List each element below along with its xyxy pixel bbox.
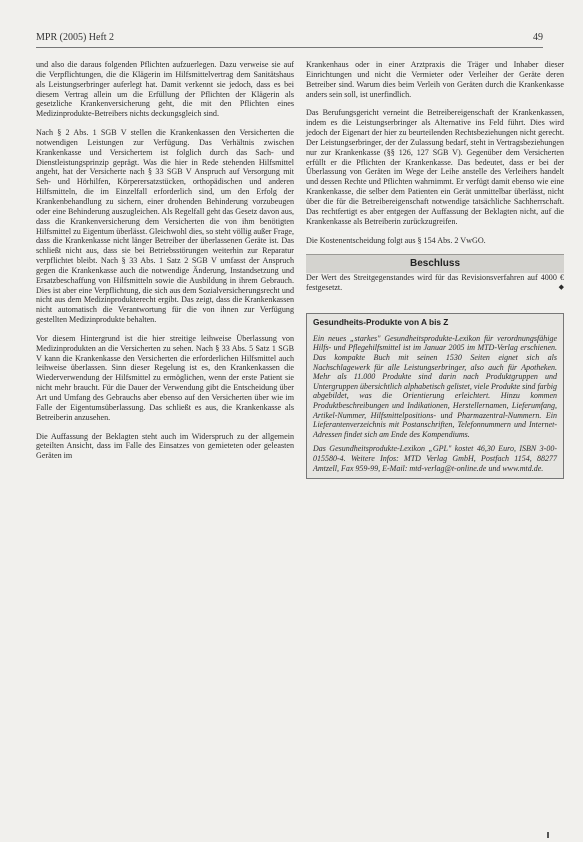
info-box-paragraph: Ein neues „starkes" Gesundheitsprodukte-Lexikon für verordnungsfähige Hilfs- und Pflegehilfsmittel ist im Januar 2005 im MTD-Verlag erschienen. Das kompakte Buch mit seinen 1530 Seiten eignet sich als Nachschlagewerk für alle Leistungserbringer, also auch für Apotheken. Mehr als 11.000 Produkte sind darin nach Produktgruppen und Untergruppen übersichtlich alphabetisch gelistet, viele Produkte sind farbig abgebildet, was die Orientierung erleichtert. Hinzu kommen Produktbeschreibungen und Indikationen, Herstellernamen, Lieferumfang, Artikel-Nummer, Hilfsmittelpositions- und Pharmazentral-Nummern. Ein Lieferantenverzeichnis mit Postanschriften, Telefonnummern und Internet-Adressen findet sich am Ende des Kompendiums. [313, 333, 557, 439]
info-box-paragraph: Das Gesundheitsprodukte-Lexikon „GPL" kostet 46,30 Euro, ISBN 3-00-015580-4. Weitere Infos: MTD Verlag GmbH, Postfach 1154, 88277 Amtzell, Fax 959-99, E-Mail: mtd-verlag@t-online.de und www.mtd.de. [313, 444, 557, 473]
paragraph: Das Berufungsgericht verneint die Betreibereigenschaft der Krankenkassen, indem es die Leistungserbringer als Alternative ins Feld führt. Dies wird jedoch der Eigenart der hier zu beurteilenden Rechtsbeziehungen nicht gerecht. Der Leistungserbringer, der der Zulassung bedarf, steht in Vertragsbeziehungen nur zur Krankenkasse (§§ 126, 127 SGB V). Gegenüber dem Versicherten erfüllt er die Pflichten der Krankenkasse. Das bedeutet, dass er bei der Überlassung von Geräten im Wege der Leihe anstelle des Verleihers handelt und dessen Rechte und Pflichten wahrnimmt. Er verfügt damit ebenso wie eine Krankenkasse, die selber dem Patienten ein Gerät unmittelbar überlässt, nicht über die für die Betreibereigenschaft notwendige tatsächliche Sachherrschaft. Das rechtfertigt es aber entgegen der Auffassung der Beklagten nicht, auf die Krankenkasse als Betreiberin zurückzugreifen. [306, 108, 564, 226]
left-column [36, 60, 294, 467]
paragraph: Vor diesem Hintergrund ist die hier streitige leihweise Überlassung von Medizinprodukten an die Versicherten zu sehen. Nach § 33 Abs. 5 Satz 1 SGB V kann die Krankenkasse den Versicherten die erforderlichen Hilfsmittel auch leihweise überlassen. Sinn dieser Regelung ist es, den Krankenkassen die Wiederverwendung der Hilfsmittel zu ermöglichen, wenn der erste Patient sie nicht mehr braucht. Für die Dauer der Verwendung gibt die Entscheidung über Art und Umfang des Gebrauchs aber ebenso auf den Versicherten über wie im Falle der Eigentumsüberlassung. Das schließt es aus, die Krankenkasse als Betreiberin anzusehen. [36, 333, 294, 422]
paragraph: Die Auffassung der Beklagten steht auch im Widerspruch zu der allgemein geteilten Ansicht, dass im Falle des Einsatzes von gemieteten oder geleasten Geräten im [36, 431, 294, 461]
paragraph: Nach § 2 Abs. 1 SGB V stellen die Krankenkassen den Versicherten die notwendigen Leistungen zur Verfügung. Das Verhältnis zwischen Krankenkasse und Versichertem ist folglich durch das Sach- und Dienstleistungsprinzip geprägt. Was die hier in Rede stehenden Hilfsmittel angeht, hat der Versicherte nach § 33 SGB V Anspruch auf Versorgung mit Seh- und Hörhilfen, Körperersatzstücken, orthopädischen und anderen Hilfsmitteln, die im Einzelfall erforderlich sind, um den Erfolg der Krankenbehandlung zu sichern, einer drohenden Behinderung vorzubeugen oder eine Behinderung auszugleichen. Als Regelfall geht das Gesetz davon aus, dass die Krankenversicherung dem Versicherten die von ihm benötigten Hilfsmittel zu Eigentum überlässt. Gleichwohl dies, so steht völlig außer Frage, dass die Krankenkasse nicht länger Betreiber der überlassenen Geräte ist. Das schließt nicht aus, dass sie bei Betriebsstörungen weiterhin zur Reparatur verpflichtet bleibt. Nach § 33 Abs. 1 Satz 2 SGB V umfasst der Anspruch gegen die Krankenkasse auch die notwendige Änderung, Instandsetzung und Ersatzbeschaffung von Hilfsmitteln sowie die Ausbildung in ihrem Gebrauch. Dies ist aber eine Verpflichtung, die sich aus dem Sozialversicherungsrecht und nicht aus dem Medizinprodukterecht ergibt. Das zeigt, dass die Krankenkassen nicht automatisch die Verantwortung für die von ihnen zur Verfügung gestellten Medizinprodukte behalten. [36, 128, 294, 325]
beschluss-statement: Der Wert des Streitgegenstandes wird für das Revisionsverfahren auf 4000 € festgesetzt. [306, 273, 564, 293]
running-header [36, 32, 543, 46]
journal-reference: MPR (2005) Heft 2 [36, 32, 115, 43]
right-column [306, 60, 564, 479]
page-number: 49 [533, 32, 543, 43]
beschluss-text [306, 273, 564, 293]
end-of-article-icon: ◆ [558, 283, 564, 292]
paragraph: und also die daraus folgenden Pflichten aufzuerlegen. Dazu verweise sie auf die Verpflichtungen, die die Klägerin im Hilfsmittelvertrag dem Sanitätshaus als Leistungserbringer auferlegt hat. Damit verkennt sie jedoch, dass es bei diesem Vertrag allein um die Erfüllung der Pflichten der Klägerin als gesetzliche Krankenversicherung geht, die mit den Pflichten eines Medizinprodukte-Betreibers nichts deckungsgleich sind. [36, 60, 294, 119]
paragraph: Die Kostenentscheidung folgt aus § 154 Abs. 2 VwGO. [306, 235, 486, 245]
margin-mark [547, 832, 549, 838]
info-box-title: Gesundheits-Produkte von A bis Z [313, 317, 449, 328]
header-rule [36, 47, 543, 48]
beschluss-heading: Beschluss [306, 254, 564, 273]
paragraph: Krankenhaus oder in einer Arztpraxis die Träger und Inhaber dieser Einrichtungen und nicht die Vermieter oder Verleiher der Geräte deren Betreiber sind. Warum dies beim Verleih von Geräten durch die Krankenkasse anders sein soll, ist unerfindlich. [306, 60, 564, 99]
info-box [306, 313, 564, 479]
